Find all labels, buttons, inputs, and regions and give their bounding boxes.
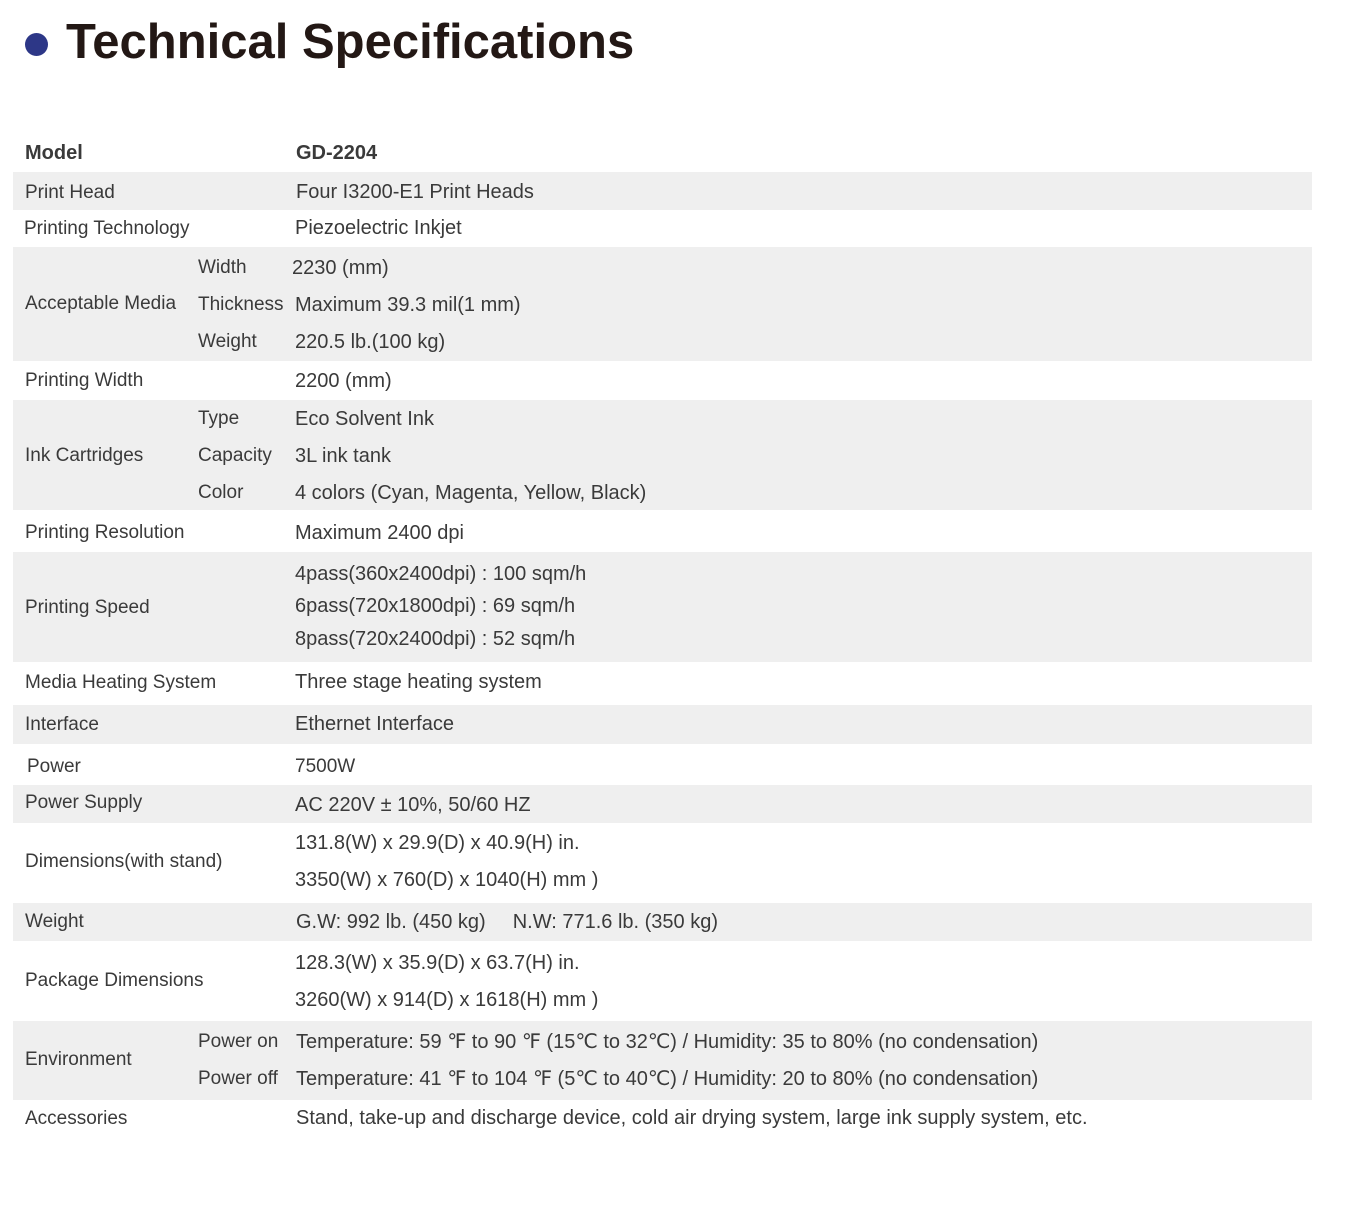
spec-row-weight	[13, 903, 1312, 941]
spec-label: Printing Width	[25, 370, 144, 391]
page-title: Technical Specifications	[66, 15, 635, 69]
spec-value: 128.3(W) x 35.9(D) x 63.7(H) in.	[295, 952, 580, 974]
spec-row-environment	[13, 1021, 1312, 1100]
spec-row-media-heating	[13, 662, 1312, 705]
spec-value: Maximum 2400 dpi	[295, 522, 464, 544]
spec-label: Ink Cartridges	[25, 445, 144, 466]
spec-row-printing-technology	[13, 210, 1312, 247]
spec-table	[13, 134, 1312, 1140]
spec-row-printing-resolution	[13, 510, 1312, 552]
spec-label: Accessories	[25, 1108, 128, 1129]
spec-value: 6pass(720x1800dpi) : 69 sqm/h	[295, 595, 576, 617]
spec-sublabel: Power on	[198, 1031, 279, 1052]
spec-label: Environment	[25, 1049, 132, 1070]
spec-label: Printing Speed	[25, 597, 150, 618]
spec-sublabel: Thickness	[198, 294, 284, 315]
bullet-icon	[25, 33, 48, 56]
spec-value: 3L ink tank	[295, 445, 391, 467]
spec-sublabel: Width	[198, 257, 247, 278]
spec-row-accessories	[13, 1100, 1312, 1140]
spec-row-acceptable-media	[13, 247, 1312, 361]
spec-row-power-supply	[13, 785, 1312, 823]
spec-label: Power Supply	[25, 792, 143, 813]
spec-value: Three stage heating system	[295, 671, 542, 693]
spec-value: Ethernet Interface	[295, 713, 454, 735]
spec-sublabel: Power off	[198, 1068, 278, 1089]
spec-value: 220.5 lb.(100 kg)	[295, 331, 446, 353]
spec-label: Printing Technology	[24, 218, 190, 239]
spec-value: Eco Solvent Ink	[295, 408, 434, 430]
spec-label: Interface	[25, 714, 99, 735]
spec-label: Dimensions(with stand)	[25, 851, 223, 872]
spec-value: Maximum 39.3 mil(1 mm)	[295, 294, 521, 316]
weight-gross: G.W: 992 lb. (450 kg)	[296, 911, 486, 933]
weight-net: N.W: 771.6 lb. (350 kg)	[512, 911, 719, 933]
spec-sublabel: Capacity	[198, 445, 272, 466]
spec-value: 3260(W) x 914(D) x 1618(H) mm )	[295, 989, 599, 1011]
spec-label: Model	[25, 142, 83, 164]
spec-value: Stand, take-up and discharge device, cold air drying system, large ink supply system, etc.	[296, 1107, 1088, 1129]
spec-value: 2200 (mm)	[295, 370, 392, 392]
spec-label: Weight	[25, 911, 84, 932]
spec-value: Temperature: 59 ℉ to 90 ℉ (15℃ to 32℃) / Humidity: 35 to 80% (no condensation)	[296, 1031, 1039, 1053]
spec-label: Media Heating System	[25, 672, 217, 693]
spec-row-printing-width	[13, 361, 1312, 400]
spec-sublabel: Color	[198, 482, 244, 503]
spec-label: Printing Resolution	[25, 522, 185, 543]
spec-label: Package Dimensions	[25, 970, 204, 991]
spec-value: 8pass(720x2400dpi) : 52 sqm/h	[295, 628, 576, 650]
page-header	[25, 12, 634, 72]
spec-row-print-head	[13, 172, 1312, 210]
spec-row-interface	[13, 705, 1312, 744]
spec-value: 4pass(360x2400dpi) : 100 sqm/h	[295, 563, 587, 585]
spec-sublabel: Type	[198, 408, 240, 429]
spec-row-package-dimensions	[13, 941, 1312, 1021]
spec-value: 2230 (mm)	[292, 257, 389, 279]
spec-value: Piezoelectric Inkjet	[295, 217, 462, 239]
spec-row-ink-cartridges	[13, 400, 1312, 510]
spec-value: 7500W	[295, 756, 356, 777]
spec-value: AC 220V ± 10%, 50/60 HZ	[295, 794, 531, 816]
spec-value: 131.8(W) x 29.9(D) x 40.9(H) in.	[295, 832, 580, 854]
spec-label: Print Head	[25, 182, 115, 203]
spec-value: 3350(W) x 760(D) x 1040(H) mm )	[295, 869, 599, 891]
spec-value: Temperature: 41 ℉ to 104 ℉ (5℃ to 40℃) / Humidity: 20 to 80% (no condensation)	[296, 1068, 1039, 1090]
spec-value	[296, 911, 718, 933]
spec-value: GD-2204	[296, 142, 378, 164]
spec-value: 4 colors (Cyan, Magenta, Yellow, Black)	[295, 482, 647, 504]
spec-row-printing-speed	[13, 552, 1312, 662]
spec-label: Power	[27, 756, 81, 777]
spec-value: Four I3200-E1 Print Heads	[296, 181, 534, 203]
spec-row-power	[13, 744, 1312, 785]
spec-row-dimensions	[13, 823, 1312, 903]
spec-sublabel: Weight	[198, 331, 257, 352]
spec-label: Acceptable Media	[25, 293, 177, 314]
spec-row-model	[13, 134, 1312, 172]
